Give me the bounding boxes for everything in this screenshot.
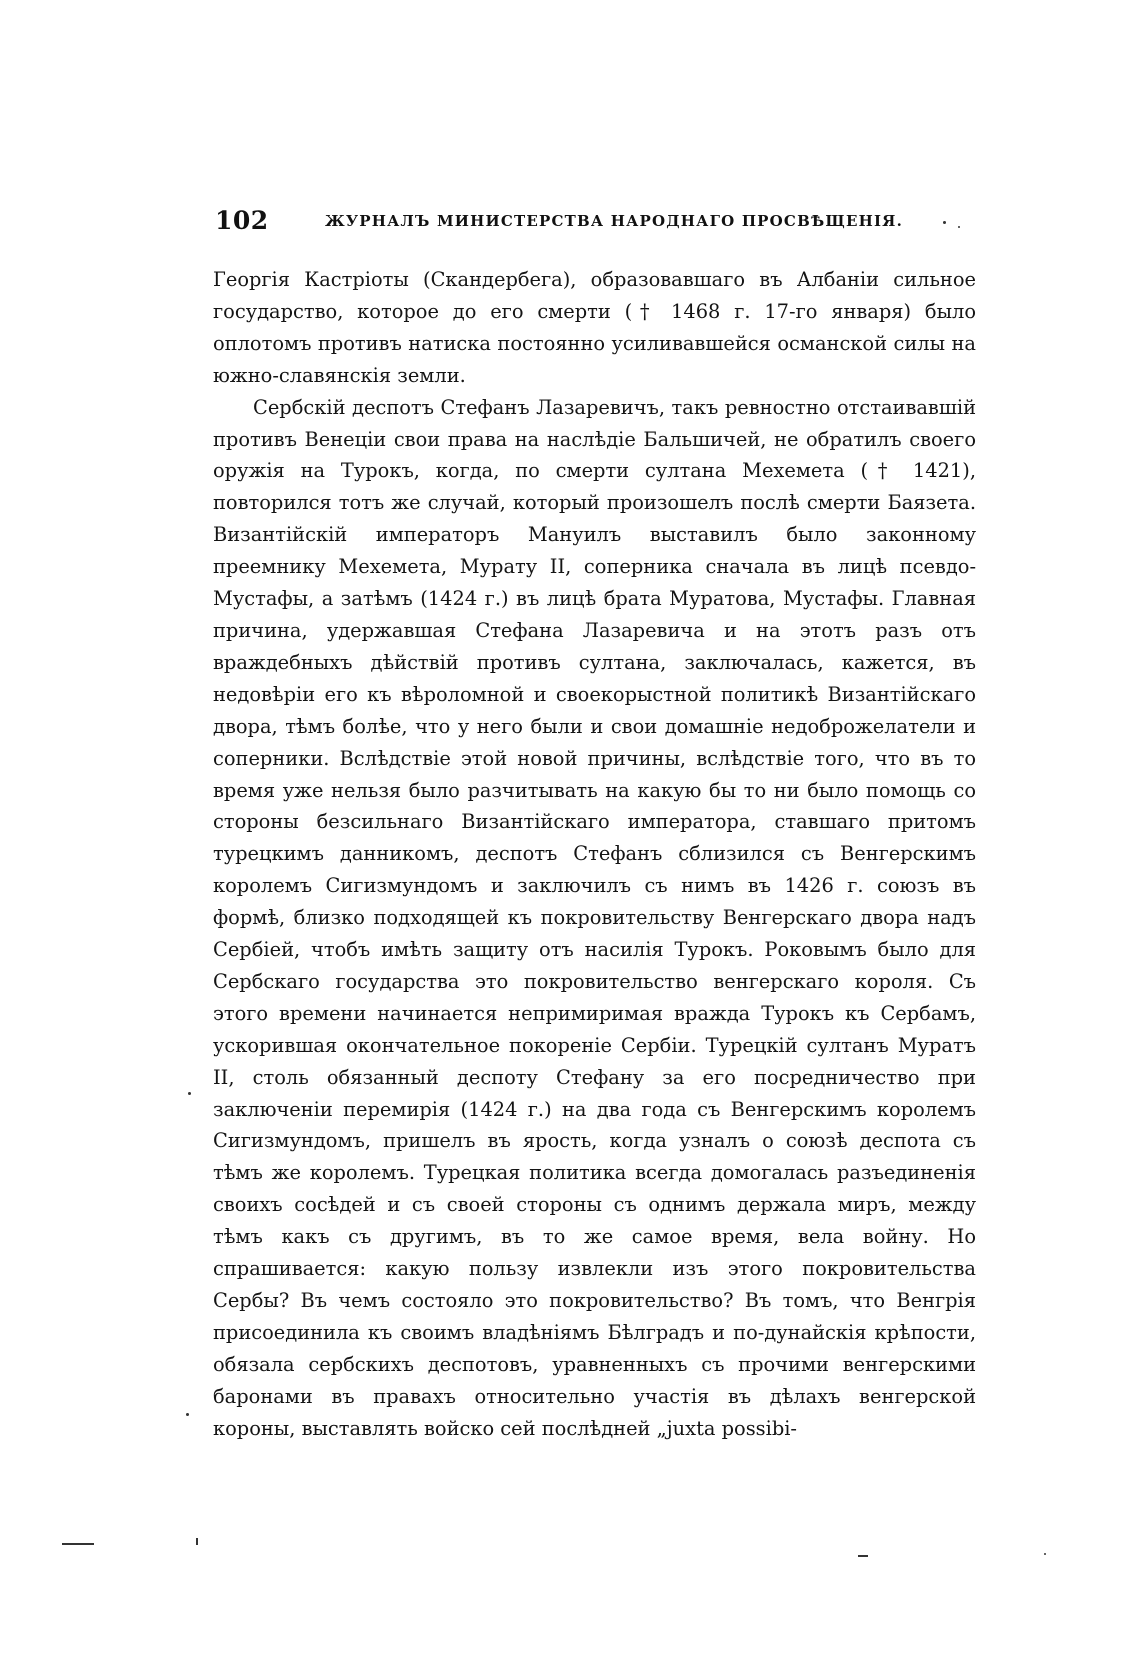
page-number: 102 (215, 206, 269, 235)
scan-speck (186, 1413, 189, 1416)
running-title: ЖУРНАЛЪ МИНИСТЕРСТВА НАРОДНАГО ПРОСВѢЩЕНІЯ. (325, 212, 904, 230)
body-text (213, 264, 976, 1445)
paragraph: Георгія Кастріоты (Скандербега), образовавшаго въ Албаніи сильное государство, которое до его смерти († 1468 г. 17-го января) было оплотомъ противъ натиска постоянно усиливавшейся османской силы на южно-славянскія земли. (213, 268, 976, 387)
scan-speck (858, 1555, 868, 1557)
scan-speck (958, 226, 960, 228)
scan-speck (62, 1543, 94, 1545)
paragraph: Сербскій деспотъ Стефанъ Лазаревичъ, такъ ревностно отстаивавшій противъ Венеціи свои права на наслѣдіе Бальшичей, не обратилъ своего оружія на Турокъ, когда, по смерти султана Мехемета († 1421), повторился тотъ же случай, который произошелъ послѣ смерти Баязета. Византійскій императоръ Мануилъ выставилъ было законному преемнику Мехемета, Мурату II, соперника сначала въ лицѣ псевдо-Мустафы, а затѣмъ (1424 г.) въ лицѣ брата Муратова, Мустафы. Главная причина, удержавшая Стефана Лазаревича и на этотъ разъ отъ враждебныхъ дѣйствій противъ султана, заключалась, кажется, въ недовѣріи его къ вѣроломной и своекорыстной политикѣ Византійскаго двора, тѣмъ болѣе, что у него были и свои домашніе недоброжелатели и соперники. Вслѣдствіе этой новой причины, вслѣдствіе того, что въ то время уже нельзя было разчитывать на какую бы то ни было помощь со стороны безсильнаго Византійскаго императора, ставшаго притомъ турецкимъ данникомъ, деспотъ Стефанъ сблизился съ Венгерскимъ королемъ Сигизмундомъ и заключилъ съ нимъ въ 1426 г. союзъ въ формѣ, близко подходящей къ покровительству Венгерскаго двора надъ Сербіей, чтобъ имѣть защиту отъ насилія Турокъ. Роковымъ было для Сербскаго государства это покровительство венгерскаго короля. Съ этого времени начинается непримиримая вражда Турокъ къ Сербамъ, ускорившая окончательное покореніе Сербіи. Турецкій султанъ Муратъ II, столь обязанный деспоту Стефану за его посредничество при заключеніи перемирія (1424 г.) на два года съ Венгерскимъ королемъ Сигизмундомъ, пришелъ въ ярость, когда узналъ о союзѣ деспота съ тѣмъ же королемъ. Турецкая политика всегда домогалась разъединенія своихъ сосѣдей и съ своей стороны съ однимъ держала миръ, между тѣмъ какъ съ другимъ, въ то же самое время, вела войну. Но спрашивается: какую пользу извлекли изъ этого покровительства Сербы? Въ чемъ состояло это покровительство? Въ томъ, что Венгрія присоединила къ своимъ владѣніямъ Бѣлградъ и по-дунайскія крѣпости, обязала сербскихъ деспотовъ, уравненныхъ съ прочими венгерскими баронами въ правахъ относительно участія въ дѣлахъ венгерской короны, выставлять войско сей послѣдней „juxta possibi- (213, 395, 976, 1440)
scan-speck (196, 1538, 198, 1545)
scan-speck (188, 1092, 191, 1095)
scan-speck (1044, 1553, 1046, 1555)
scan-speck (943, 221, 946, 224)
page-header (215, 206, 975, 242)
